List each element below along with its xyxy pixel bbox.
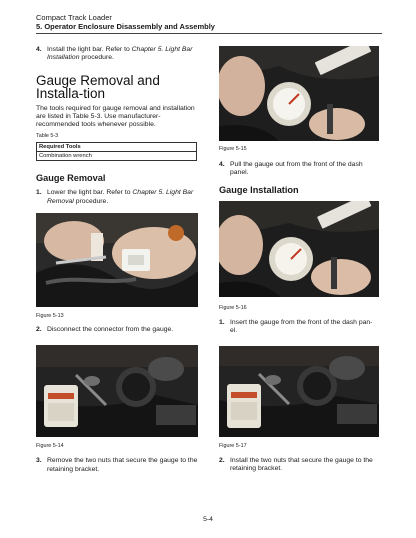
- step-text-a: Lower the light bar. Refer to: [47, 189, 133, 197]
- figure-5-14-photo: [36, 345, 198, 437]
- figure-5-16-photo: [219, 201, 379, 297]
- step-number: 1.: [219, 318, 225, 326]
- table-caption: Table 5-3: [36, 133, 59, 140]
- figure-5-15-photo: [219, 46, 379, 141]
- step-text: Disconnect the connector from the gauge.: [47, 326, 174, 334]
- document-title: Compact Track Loader: [36, 13, 112, 22]
- figure-caption-5-17: Figure 5-17: [219, 443, 247, 450]
- page-header: [36, 13, 382, 34]
- step-text: [47, 46, 198, 63]
- step-text-b: procedure.: [79, 54, 114, 62]
- table-header: Required Tools: [37, 143, 197, 152]
- step-install-nuts: [219, 457, 379, 474]
- intro-paragraph: The tools required for gauge removal and installation are listed in Table 5-3. Use manufacturer-recommended tools whenever possible.: [36, 104, 195, 129]
- step-text: Remove the two nuts that secure the gauge to the retaining bracket.: [47, 457, 198, 473]
- step-number: 2.: [219, 457, 225, 465]
- step-remove-nuts: [36, 457, 198, 474]
- chapter-reference-link[interactable]: Chapter 5. Light Bar Installation: [47, 46, 193, 62]
- header-rule: [36, 33, 382, 34]
- chapter-title: 5. Operator Enclosure Disassembly and Assembly: [36, 22, 215, 31]
- chapter-reference-link[interactable]: Chapter 5. Light Bar Removal: [47, 189, 194, 205]
- step-number: 4.: [36, 46, 42, 53]
- step-text: Install the two nuts that secure the gauge to the retaining bracket.: [230, 457, 373, 473]
- step-text: Insert the gauge from the front of the dash pan-el.: [230, 318, 373, 334]
- figure-caption-5-16: Figure 5-16: [219, 304, 247, 311]
- step-text-a: Install the light bar. Refer to: [47, 46, 132, 53]
- step-disconnect: [36, 326, 198, 334]
- section-title: Gauge Removal and Installa-tion: [36, 72, 160, 101]
- figure-caption-5-14: Figure 5-14: [36, 443, 64, 450]
- right-column: [219, 46, 379, 474]
- figure-caption-5-13: Figure 5-13: [36, 313, 64, 320]
- step-text: [47, 189, 198, 206]
- step-text-b: procedure.: [73, 197, 109, 205]
- left-column: [36, 46, 198, 474]
- figure-caption-5-15: Figure 5-15: [219, 146, 247, 152]
- step-number: 1.: [36, 189, 42, 197]
- page-number: 5-4: [203, 516, 213, 523]
- step-number: 3.: [36, 457, 42, 465]
- step-pull-gauge: [219, 161, 379, 178]
- subsection-title-removal: Gauge Removal: [36, 173, 106, 184]
- figure-5-13-photo: [36, 213, 198, 307]
- figure-5-17-photo: [219, 346, 379, 437]
- step-text: Pull the gauge out from the front of the dash panel.: [230, 161, 363, 177]
- step-lower-light-bar: [36, 189, 198, 206]
- step-install-light-bar: [36, 46, 198, 63]
- step-number: 4.: [219, 161, 225, 168]
- table-cell: Combination wrench: [37, 152, 197, 161]
- required-tools-table: [36, 142, 197, 161]
- step-number: 2.: [36, 326, 42, 334]
- subsection-title-installation: Gauge Installation: [219, 184, 299, 195]
- step-insert-gauge: [219, 319, 379, 336]
